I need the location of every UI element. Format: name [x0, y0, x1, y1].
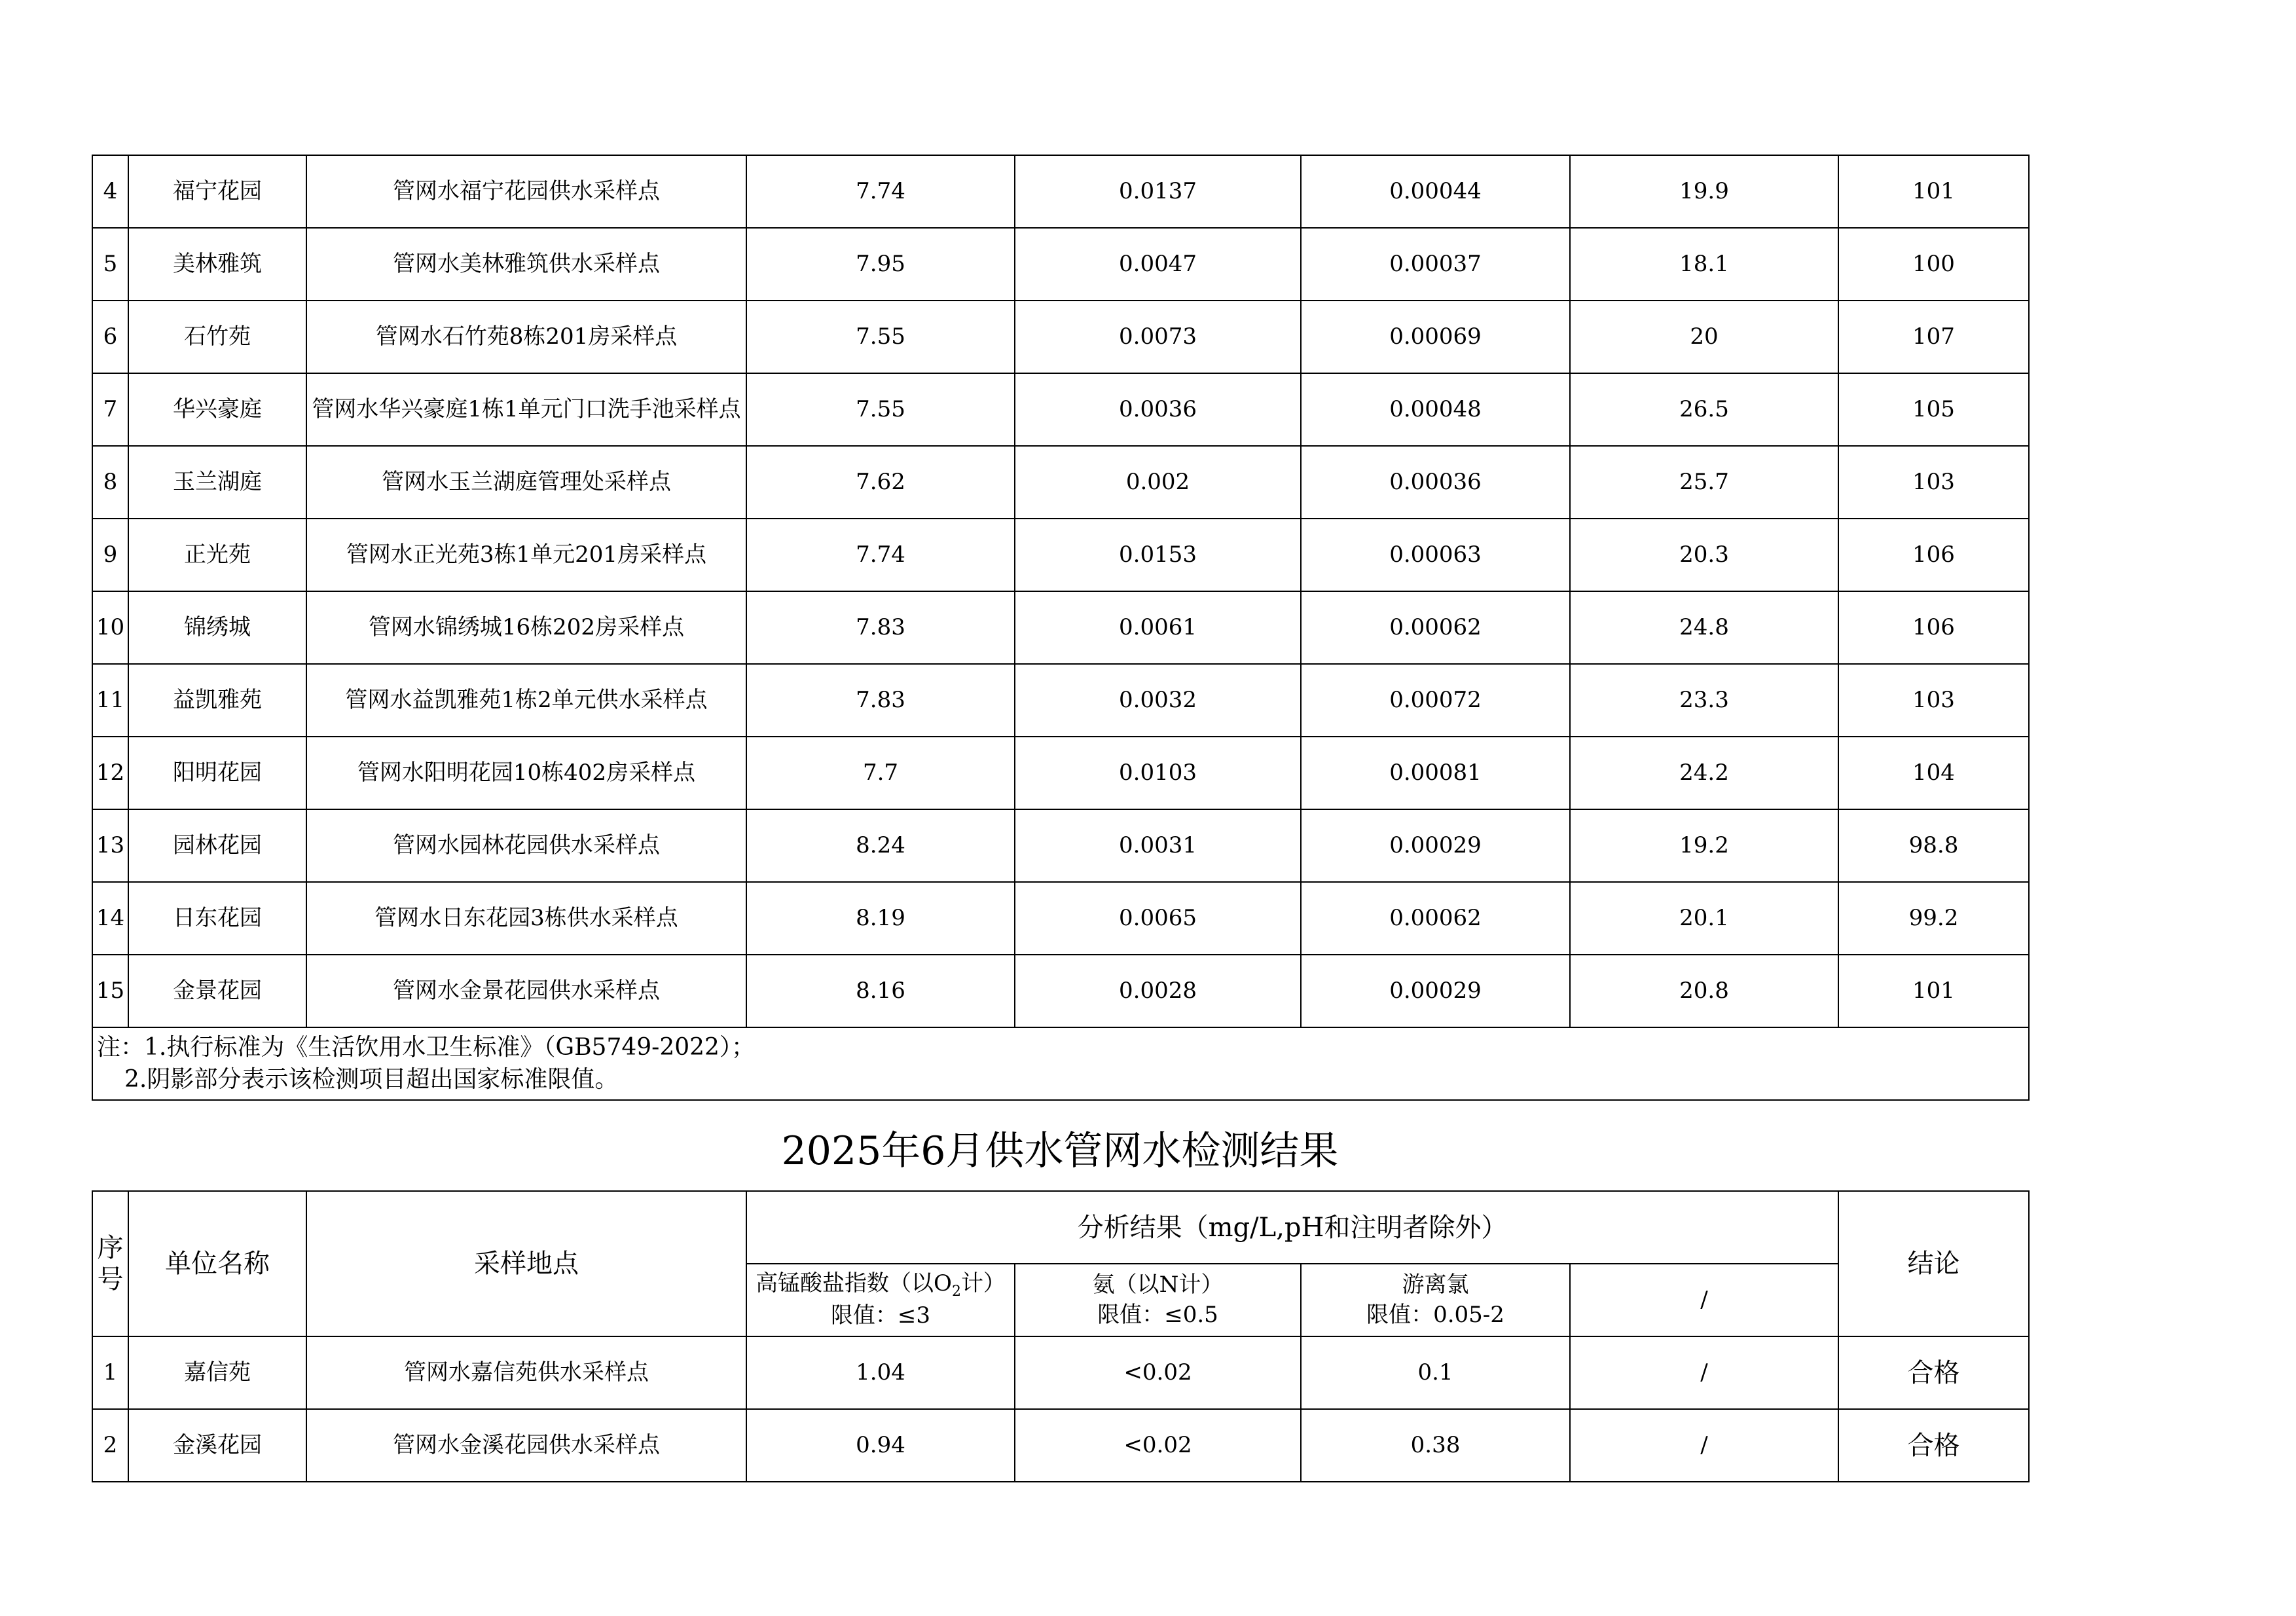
- sampling-site-cell: 管网水阳明花园10栋402房采样点: [306, 737, 746, 809]
- row-number-cell: 14: [92, 882, 128, 955]
- table-row: [92, 155, 2029, 228]
- table-row: [92, 446, 2029, 519]
- value-5-cell: 104: [1838, 737, 2029, 809]
- value-1-cell: 7.95: [746, 228, 1015, 301]
- value-5-cell: 103: [1838, 664, 2029, 737]
- table-row: [92, 1336, 2029, 1409]
- unit-name-cell: 日东花园: [128, 882, 306, 955]
- free-chlorine-limit: 限值：0.05-2: [1366, 1301, 1504, 1328]
- results-table: [92, 1190, 2030, 1482]
- value-2-cell: 0.0061: [1015, 591, 1301, 664]
- value-2-cell: 0.0031: [1015, 809, 1301, 882]
- free-chlorine-value-cell: 0.38: [1301, 1409, 1570, 1482]
- value-3-cell: 0.00036: [1301, 446, 1570, 519]
- sampling-site-cell: 管网水华兴豪庭1栋1单元门口洗手池采样点: [306, 373, 746, 446]
- header-free-chlorine: [1301, 1264, 1570, 1336]
- value-3-cell: 0.00081: [1301, 737, 1570, 809]
- value-1-cell: 7.83: [746, 591, 1015, 664]
- value-3-cell: 0.00044: [1301, 155, 1570, 228]
- sampling-site-cell: 管网水日东花园3栋供水采样点: [306, 882, 746, 955]
- value-4-cell: 24.8: [1570, 591, 1838, 664]
- table-row: [92, 228, 2029, 301]
- note-line-2: 2.阴影部分表示该检测项目超出国家标准限值。: [124, 1065, 619, 1093]
- value-2-cell: 0.0137: [1015, 155, 1301, 228]
- value-4-cell: 20: [1570, 301, 1838, 373]
- value-4-cell: 23.3: [1570, 664, 1838, 737]
- sampling-site-cell: 管网水园林花园供水采样点: [306, 809, 746, 882]
- unit-name-cell: 石竹苑: [128, 301, 306, 373]
- conclusion-cell: 合格: [1838, 1409, 2029, 1482]
- unit-name-cell: 金景花园: [128, 955, 306, 1027]
- value-3-cell: 0.00063: [1301, 519, 1570, 591]
- col4-value-cell: /: [1570, 1336, 1838, 1409]
- header-col4: /: [1570, 1264, 1838, 1336]
- row-number-cell: 13: [92, 809, 128, 882]
- value-5-cell: 105: [1838, 373, 2029, 446]
- table-row: [92, 1409, 2029, 1482]
- value-2-cell: 0.0065: [1015, 882, 1301, 955]
- value-3-cell: 0.00029: [1301, 955, 1570, 1027]
- header-conclusion: 结论: [1838, 1191, 2029, 1336]
- unit-name-cell: 正光苑: [128, 519, 306, 591]
- value-5-cell: 107: [1838, 301, 2029, 373]
- value-2-cell: 0.0028: [1015, 955, 1301, 1027]
- value-5-cell: 106: [1838, 591, 2029, 664]
- unit-name-cell: 金溪花园: [128, 1409, 306, 1482]
- value-3-cell: 0.00029: [1301, 809, 1570, 882]
- permanganate-label-a: 高锰酸盐指数（以O: [756, 1270, 952, 1296]
- value-5-cell: 106: [1838, 519, 2029, 591]
- value-5-cell: 100: [1838, 228, 2029, 301]
- table-row: [92, 373, 2029, 446]
- value-1-cell: 7.74: [746, 155, 1015, 228]
- permanganate-value-cell: 1.04: [746, 1336, 1015, 1409]
- value-2-cell: 0.0153: [1015, 519, 1301, 591]
- ammonia-value-cell: <0.02: [1015, 1336, 1301, 1409]
- value-1-cell: 7.7: [746, 737, 1015, 809]
- value-1-cell: 7.74: [746, 519, 1015, 591]
- value-1-cell: 7.62: [746, 446, 1015, 519]
- value-2-cell: 0.0073: [1015, 301, 1301, 373]
- value-4-cell: 24.2: [1570, 737, 1838, 809]
- conclusion-cell: 合格: [1838, 1336, 2029, 1409]
- header-unit: 单位名称: [128, 1191, 306, 1336]
- results-table-continued: [92, 155, 2030, 1101]
- note-line-1: 注：1.执行标准为《生活饮用水卫生标准》（GB5749-2022）；: [97, 1033, 755, 1061]
- ammonia-value-cell: <0.02: [1015, 1409, 1301, 1482]
- permanganate-value-cell: 0.94: [746, 1409, 1015, 1482]
- row-number-cell: 4: [92, 155, 128, 228]
- permanganate-label-subscript: 2: [951, 1283, 961, 1300]
- unit-name-cell: 锦绣城: [128, 591, 306, 664]
- sampling-site-cell: 管网水福宁花园供水采样点: [306, 155, 746, 228]
- ammonia-limit: 限值：≤0.5: [1097, 1301, 1218, 1328]
- value-4-cell: 20.8: [1570, 955, 1838, 1027]
- value-4-cell: 18.1: [1570, 228, 1838, 301]
- value-5-cell: 99.2: [1838, 882, 2029, 955]
- value-2-cell: 0.0047: [1015, 228, 1301, 301]
- value-2-cell: 0.0032: [1015, 664, 1301, 737]
- value-2-cell: 0.0103: [1015, 737, 1301, 809]
- header-permanganate-index: [746, 1264, 1015, 1336]
- table-row: [92, 955, 2029, 1027]
- unit-name-cell: 华兴豪庭: [128, 373, 306, 446]
- header-site: 采样地点: [306, 1191, 746, 1336]
- table-row: [92, 301, 2029, 373]
- sampling-site-cell: 管网水玉兰湖庭管理处采样点: [306, 446, 746, 519]
- value-5-cell: 101: [1838, 155, 2029, 228]
- sampling-site-cell: 管网水益凯雅苑1栋2单元供水采样点: [306, 664, 746, 737]
- row-number-cell: 6: [92, 301, 128, 373]
- free-chlorine-value-cell: 0.1: [1301, 1336, 1570, 1409]
- sampling-site-cell: 管网水美林雅筑供水采样点: [306, 228, 746, 301]
- row-number-cell: 2: [92, 1409, 128, 1482]
- value-3-cell: 0.00062: [1301, 882, 1570, 955]
- table-row: [92, 591, 2029, 664]
- value-5-cell: 98.8: [1838, 809, 2029, 882]
- table-row: [92, 809, 2029, 882]
- value-1-cell: 7.83: [746, 664, 1015, 737]
- sampling-site-cell: 管网水金溪花园供水采样点: [306, 1409, 746, 1482]
- table-row: [92, 882, 2029, 955]
- row-number-cell: 8: [92, 446, 128, 519]
- value-2-cell: 0.002: [1015, 446, 1301, 519]
- row-number-cell: 11: [92, 664, 128, 737]
- row-number-cell: 7: [92, 373, 128, 446]
- header-analysis: 分析结果（mg/L,pH和注明者除外）: [746, 1191, 1838, 1264]
- value-3-cell: 0.00048: [1301, 373, 1570, 446]
- value-3-cell: 0.00062: [1301, 591, 1570, 664]
- row-number-cell: 5: [92, 228, 128, 301]
- value-4-cell: 19.2: [1570, 809, 1838, 882]
- table-row: [92, 737, 2029, 809]
- table-row: [92, 519, 2029, 591]
- permanganate-label-b: 计）: [960, 1270, 1006, 1296]
- page-title: 2025年6月供水管网水检测结果: [781, 1128, 1339, 1174]
- sampling-site-cell: 管网水石竹苑8栋201房采样点: [306, 301, 746, 373]
- ammonia-label: 氨（以N计）: [1092, 1271, 1224, 1298]
- row-number-cell: 12: [92, 737, 128, 809]
- row-number-cell: 1: [92, 1336, 128, 1409]
- unit-name-cell: 嘉信苑: [128, 1336, 306, 1409]
- value-5-cell: 103: [1838, 446, 2029, 519]
- value-3-cell: 0.00069: [1301, 301, 1570, 373]
- sampling-site-cell: 管网水锦绣城16栋202房采样点: [306, 591, 746, 664]
- value-4-cell: 20.3: [1570, 519, 1838, 591]
- value-4-cell: 26.5: [1570, 373, 1838, 446]
- value-4-cell: 20.1: [1570, 882, 1838, 955]
- value-5-cell: 101: [1838, 955, 2029, 1027]
- value-1-cell: 8.19: [746, 882, 1015, 955]
- value-1-cell: 7.55: [746, 373, 1015, 446]
- row-number-cell: 10: [92, 591, 128, 664]
- value-1-cell: 7.55: [746, 301, 1015, 373]
- unit-name-cell: 福宁花园: [128, 155, 306, 228]
- table-row: [92, 664, 2029, 737]
- header-no: 序号: [92, 1191, 128, 1336]
- free-chlorine-label: 游离氯: [1402, 1271, 1469, 1298]
- value-3-cell: 0.00072: [1301, 664, 1570, 737]
- unit-name-cell: 玉兰湖庭: [128, 446, 306, 519]
- value-4-cell: 25.7: [1570, 446, 1838, 519]
- sampling-site-cell: 管网水正光苑3栋1单元201房采样点: [306, 519, 746, 591]
- sampling-site-cell: 管网水金景花园供水采样点: [306, 955, 746, 1027]
- sampling-site-cell: 管网水嘉信苑供水采样点: [306, 1336, 746, 1409]
- value-2-cell: 0.0036: [1015, 373, 1301, 446]
- col4-value-cell: /: [1570, 1409, 1838, 1482]
- unit-name-cell: 园林花园: [128, 809, 306, 882]
- table-note: [92, 1027, 2029, 1100]
- value-4-cell: 19.9: [1570, 155, 1838, 228]
- permanganate-limit: 限值：≤3: [830, 1302, 931, 1329]
- value-1-cell: 8.24: [746, 809, 1015, 882]
- unit-name-cell: 美林雅筑: [128, 228, 306, 301]
- value-3-cell: 0.00037: [1301, 228, 1570, 301]
- value-1-cell: 8.16: [746, 955, 1015, 1027]
- row-number-cell: 9: [92, 519, 128, 591]
- unit-name-cell: 阳明花园: [128, 737, 306, 809]
- unit-name-cell: 益凯雅苑: [128, 664, 306, 737]
- row-number-cell: 15: [92, 955, 128, 1027]
- header-ammonia: [1015, 1264, 1301, 1336]
